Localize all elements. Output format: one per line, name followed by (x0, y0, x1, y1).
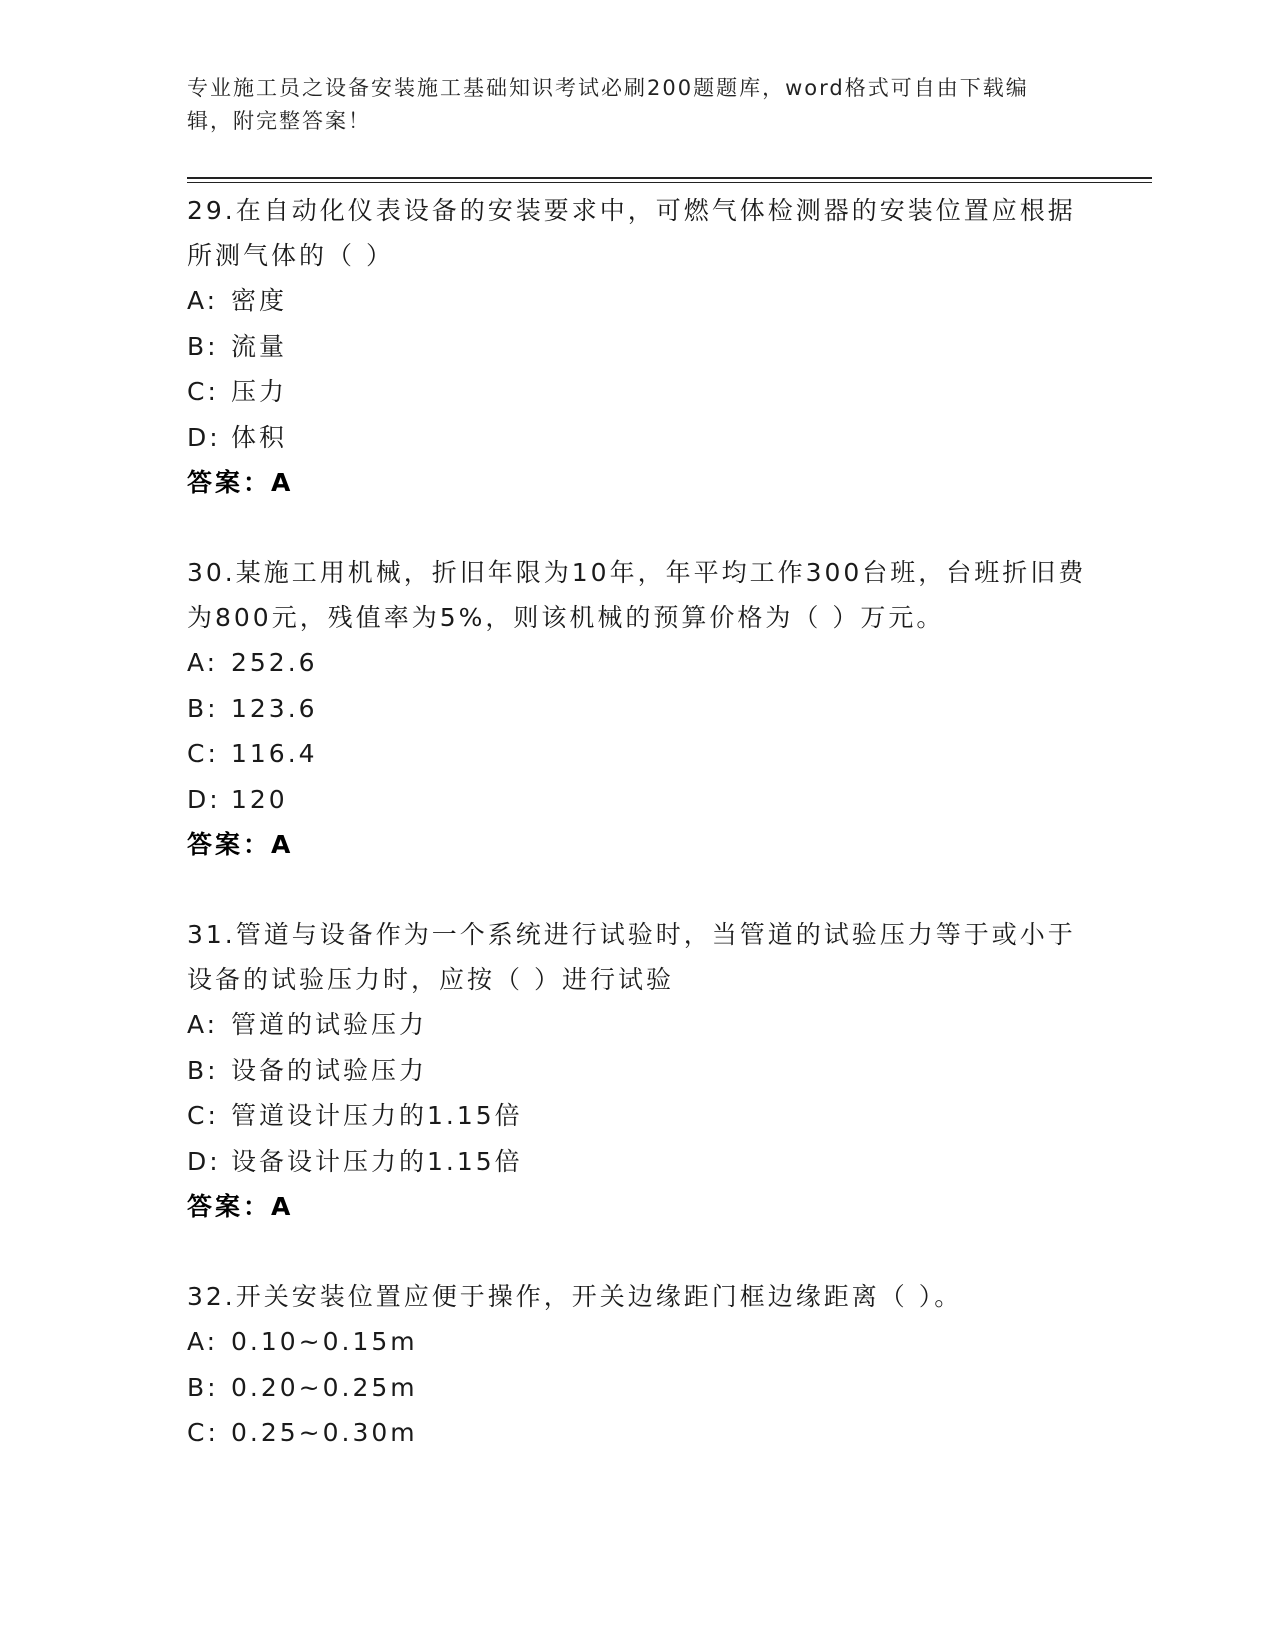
answer-line: 答案：A (187, 468, 294, 497)
option-text: 流量 (231, 331, 288, 361)
answer-line: 答案：A (187, 1192, 294, 1221)
option-c (187, 1093, 1087, 1139)
question-29 (187, 188, 1087, 505)
header-divider-thick (187, 177, 1152, 179)
option-key: A: (187, 1010, 219, 1039)
option-text: 123.6 (231, 693, 318, 723)
option-a (187, 278, 1087, 324)
question-30 (187, 550, 1087, 867)
option-key: C: (187, 739, 219, 768)
option-c (187, 731, 1087, 777)
option-key: B: (187, 1372, 219, 1402)
option-text: 管道的试验压力 (231, 1010, 428, 1039)
option-key: A: (187, 286, 219, 315)
option-key: A: (187, 1327, 219, 1356)
option-c (187, 1410, 1087, 1456)
option-key: B: (187, 1055, 219, 1085)
question-list (187, 188, 1087, 1501)
option-text: 120 (231, 784, 288, 814)
option-text: 116.4 (231, 739, 318, 768)
option-key: B: (187, 693, 219, 723)
option-c (187, 369, 1087, 415)
option-text: 体积 (231, 422, 288, 452)
header-divider-thin (187, 182, 1152, 183)
option-key: D: (187, 1146, 221, 1176)
option-text: 设备的试验压力 (231, 1055, 428, 1085)
option-text: 设备设计压力的1.15倍 (231, 1146, 523, 1176)
option-b (187, 1365, 1087, 1411)
option-a (187, 1319, 1087, 1365)
question-text: 30.某施工用机械，折旧年限为10年，年平均工作300台班，台班折旧费为800元，残值率为5%，则该机械的预算价格为（ ）万元。 (187, 558, 1087, 632)
option-d (187, 777, 1087, 823)
option-text: 管道设计压力的1.15倍 (231, 1101, 523, 1130)
option-key: C: (187, 1101, 219, 1130)
option-key: D: (187, 784, 221, 814)
answer-line: 答案：A (187, 830, 294, 859)
option-key: C: (187, 1418, 219, 1447)
option-text: 0.10~0.15m (231, 1327, 418, 1356)
option-text: 密度 (231, 286, 288, 315)
option-key: D: (187, 422, 221, 452)
option-text: 压力 (231, 377, 288, 406)
option-key: B: (187, 331, 219, 361)
option-text: 0.25~0.30m (231, 1418, 418, 1447)
option-b (187, 324, 1087, 370)
question-text: 31.管道与设备作为一个系统进行试验时，当管道的试验压力等于或小于设备的试验压力时，应按（ ）进行试验 (187, 920, 1076, 994)
option-text: 0.20~0.25m (231, 1372, 418, 1402)
option-a (187, 640, 1087, 686)
option-key: C: (187, 377, 219, 406)
question-text: 32.开关安装位置应便于操作，开关边缘距门框边缘距离（ ）。 (187, 1282, 963, 1311)
question-31 (187, 912, 1087, 1229)
document-header: 专业施工员之设备安装施工基础知识考试必刷200题题库，word格式可自由下载编辑，附完整答案！ (187, 76, 1029, 133)
question-text: 29.在自动化仪表设备的安装要求中，可燃气体检测器的安装位置应根据所测气体的（ ） (187, 196, 1076, 270)
option-d (187, 415, 1087, 461)
option-key: A: (187, 648, 219, 677)
option-a (187, 1002, 1087, 1048)
question-32 (187, 1274, 1087, 1456)
option-text: 252.6 (231, 648, 318, 677)
option-b (187, 686, 1087, 732)
option-d (187, 1139, 1087, 1185)
option-b (187, 1048, 1087, 1094)
